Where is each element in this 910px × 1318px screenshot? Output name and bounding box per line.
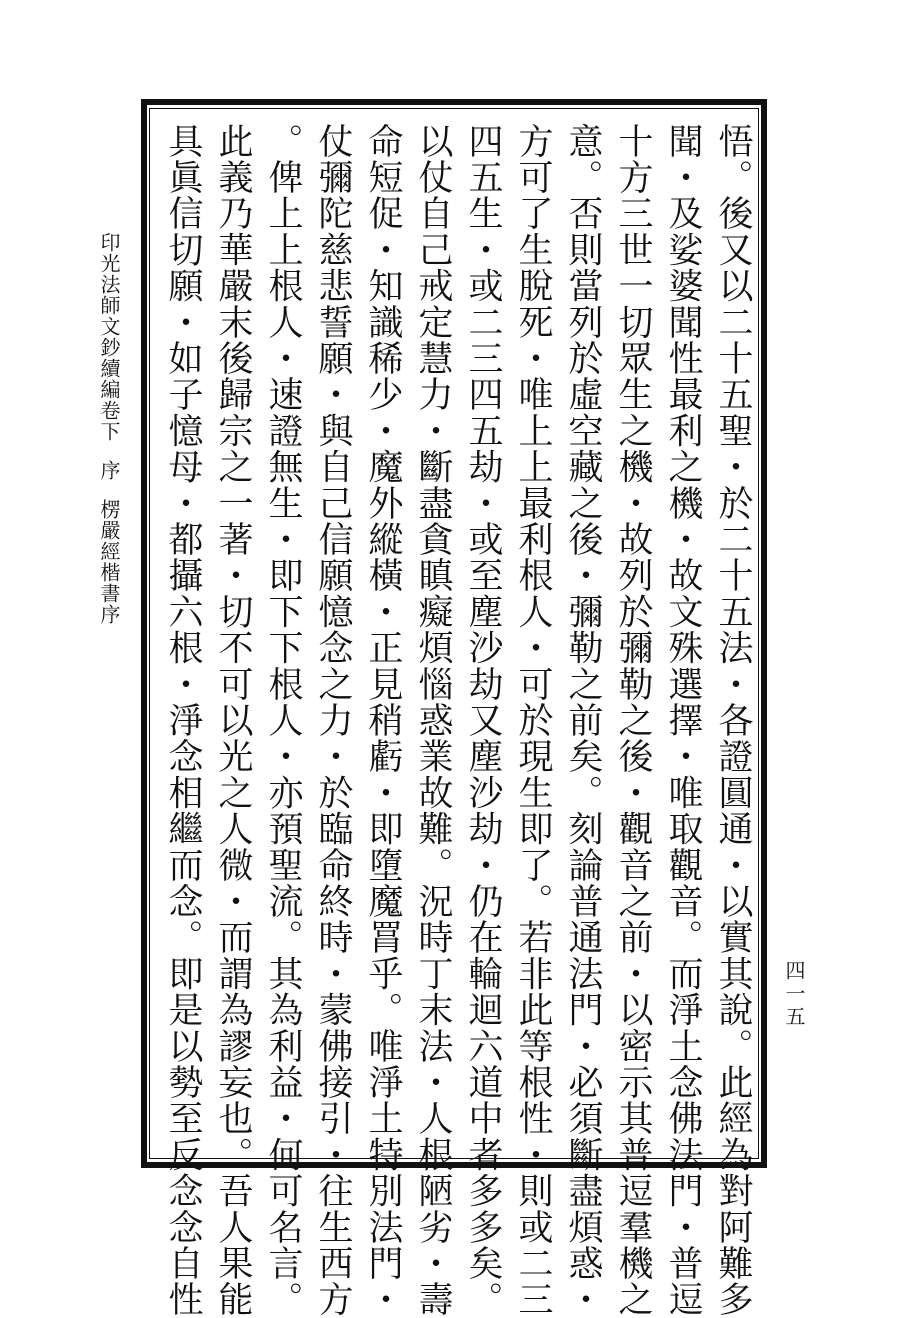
text-column: 四五生・或二三四五劫・或至塵沙劫又塵沙劫・仍在輪迴六道中者多多矣。 (463, 123, 503, 1318)
running-header (97, 232, 121, 625)
text-column: 悟。後又以二十五聖・於二十五法・各證圓通・以實其說。此經為對阿難多 (713, 123, 753, 1318)
text-column: 意。否則當列於虛空藏之後・彌勒之前矣。刻論普通法門・必須斷盡煩惑・ (563, 123, 603, 1318)
text-column: 仗彌陀慈悲誓願・與自己信願憶念之力・於臨命終時・蒙佛接引・往生西方 (313, 123, 353, 1318)
text-column: 此義乃華嚴末後歸宗之一著・切不可以光之人微・而謂為謬妄也。吾人果能 (213, 123, 253, 1318)
text-column: 命短促・知識稀少・魔外縱橫・正見稍虧・即墮魔罥乎。唯淨土特別法門・ (363, 123, 403, 1318)
section-title: 序 (97, 460, 121, 481)
page-number: 四一五 (782, 960, 806, 1029)
text-column: 方可了生脫死・唯上上最利根人・可於現生即了。若非此等根性・則或二三 (513, 123, 553, 1318)
book-title: 印光法師文鈔續編卷下 (97, 232, 121, 442)
text-column: 十方三世一切眾生之機・故列於彌勒之後・觀音之前・以密示其普逗羣機之 (613, 123, 653, 1318)
text-column: 以仗自己戒定慧力・斷盡貪瞋癡煩惱惑業故難。況時丁末法・人根陋劣・壽 (413, 123, 453, 1318)
text-column: 。俾上上根人・速證無生・即下下根人・亦預聖流。其為利益・何可名言。 (263, 123, 303, 1318)
chapter-title: 楞嚴經楷書序 (97, 499, 121, 625)
text-body (160, 123, 758, 1318)
text-column: 聞・及娑婆聞性最利之機・故文殊選擇・唯取觀音。而淨土念佛法門・普逗 (663, 123, 703, 1318)
text-column: 具眞信切願・如子憶母・都攝六根・淨念相繼而念。即是以勢至反念念自性 (163, 123, 203, 1318)
